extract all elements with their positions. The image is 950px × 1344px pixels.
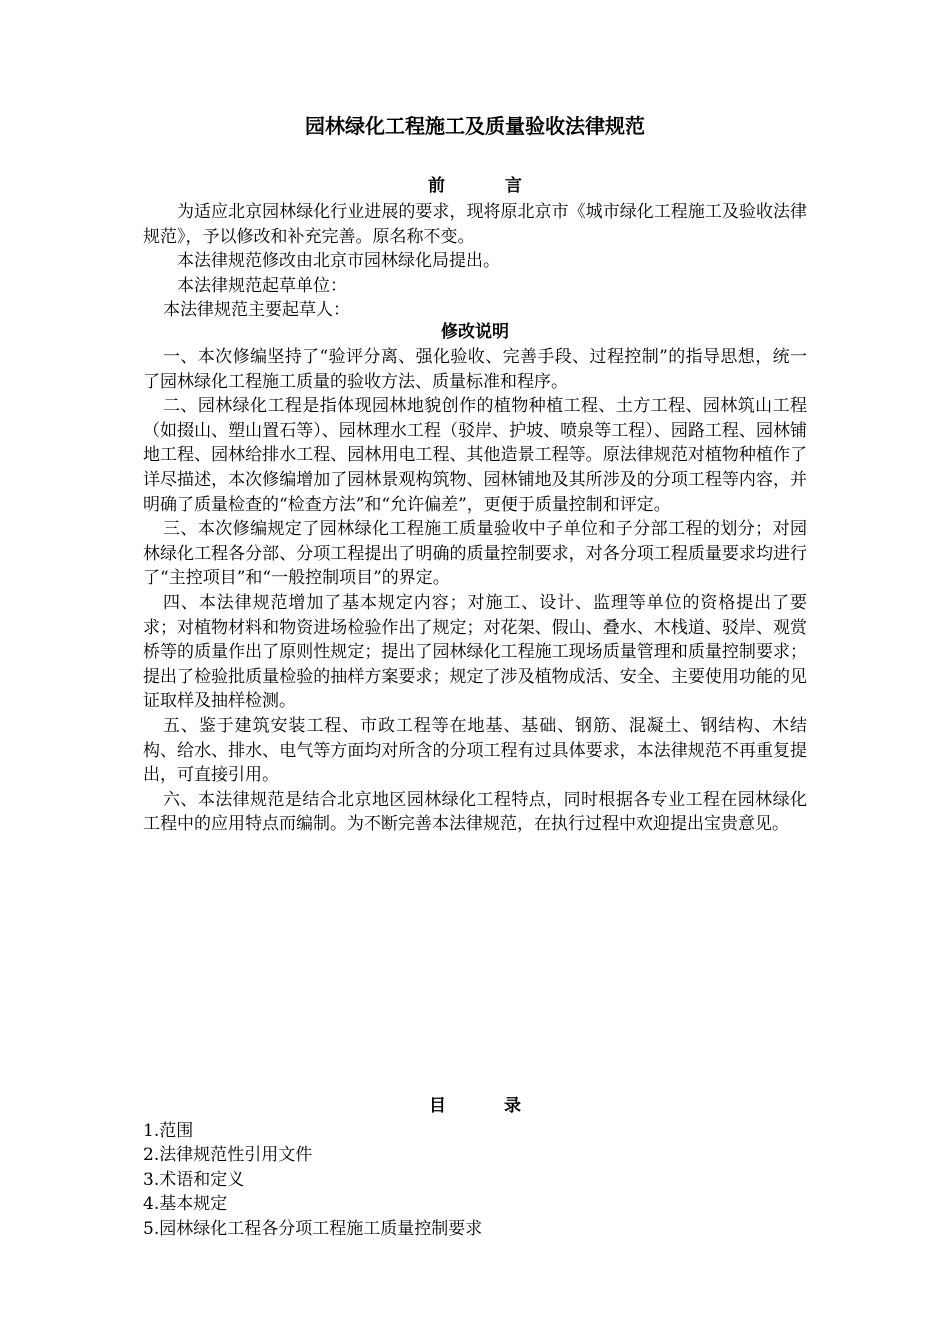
foreword-paragraph: 本法律规范起草单位：: [177, 275, 347, 296]
toc-heading: 目录: [429, 1096, 579, 1116]
revision-notes-heading: 修改说明: [441, 322, 509, 342]
revision-note-paragraph: 一、本次修编坚持了“验评分离、强化验收、完善手段、过程控制”的指导思想，统一了园林绿化工程施工质量的验收方法、质量标准和程序。: [143, 347, 807, 392]
revision-notes-section: [143, 345, 807, 837]
foreword-heading: 前言: [428, 176, 582, 196]
revision-note-paragraph: 三、本次修编规定了园林绿化工程施工质量验收中子单位和子分部工程的划分；对园林绿化工程各分部、分项工程提出了明确的质量控制要求，对各分项工程质量要求均进行了“主控项目”和“一般控制项目”的界定。: [143, 519, 807, 589]
toc-item[interactable]: 5.园林绿化工程各分项工程施工质量控制要求: [143, 1218, 483, 1239]
revision-note-paragraph: 二、园林绿化工程是指体现园林地貌创作的植物种植工程、土方工程、园林筑山工程（如掇山、塑山置石等）、园林理水工程（驳岸、护坡、喷泉等工程）、园路工程、园林铺地工程、园林给排水工程、园林用电工程、其他造景工程等。原法律规范对植物种植作了详尽描述，本次修编增加了园林景观构筑物、园林铺地及其所涉及的分项工程等内容，并明确了质量检查的“检查方法”和“允许偏差”，更便于质量控制和评定。: [143, 396, 807, 515]
revision-note-paragraph: 四、本法律规范增加了基本规定内容；对施工、设计、监理等单位的资格提出了要求；对植物材料和物资进场检验作出了规定；对花架、假山、叠水、木栈道、驳岸、观赏桥等的质量作出了原则性规定；提出了园林绿化工程施工现场质量管理和质量控制要求；提出了检验批质量检验的抽样方案要求；规定了涉及植物成活、安全、主要使用功能的见证取样及抽样检测。: [143, 592, 807, 712]
revision-note-paragraph: 五、鉴于建筑安装工程、市政工程等在地基、基础、钢筋、混凝土、钢结构、木结构、给水、排水、电气等方面均对所含的分项工程有过具体要求，本法律规范不再重复提出，可直接引用。: [143, 715, 807, 786]
table-of-contents: [143, 1119, 807, 1241]
toc-item[interactable]: 1.范围: [143, 1121, 194, 1141]
foreword-paragraph: 本法律规范主要起草人：: [163, 300, 350, 321]
foreword-section: [143, 200, 807, 323]
toc-item[interactable]: 3.术语和定义: [143, 1169, 245, 1190]
toc-item[interactable]: 4.基本规定: [143, 1194, 228, 1215]
foreword-paragraph: 本法律规范修改由北京市园林绿化局提出。: [177, 251, 500, 272]
foreword-paragraph: 为适应北京园林绿化行业进展的要求，现将原北京市《城市绿化工程施工及验收法律规范》，予以修改和补充完善。原名称不变。: [143, 202, 807, 247]
revision-note-paragraph: 六、本法律规范是结合北京地区园林绿化工程特点，同时根据各专业工程在园林绿化工程中的应用特点而编制。为不断完善本法律规范，在执行过程中欢迎提出宝贵意见。: [143, 789, 807, 835]
document-title: 园林绿化工程施工及质量验收法律规范: [305, 114, 645, 138]
toc-item[interactable]: 2.法律规范性引用文件: [143, 1145, 313, 1166]
